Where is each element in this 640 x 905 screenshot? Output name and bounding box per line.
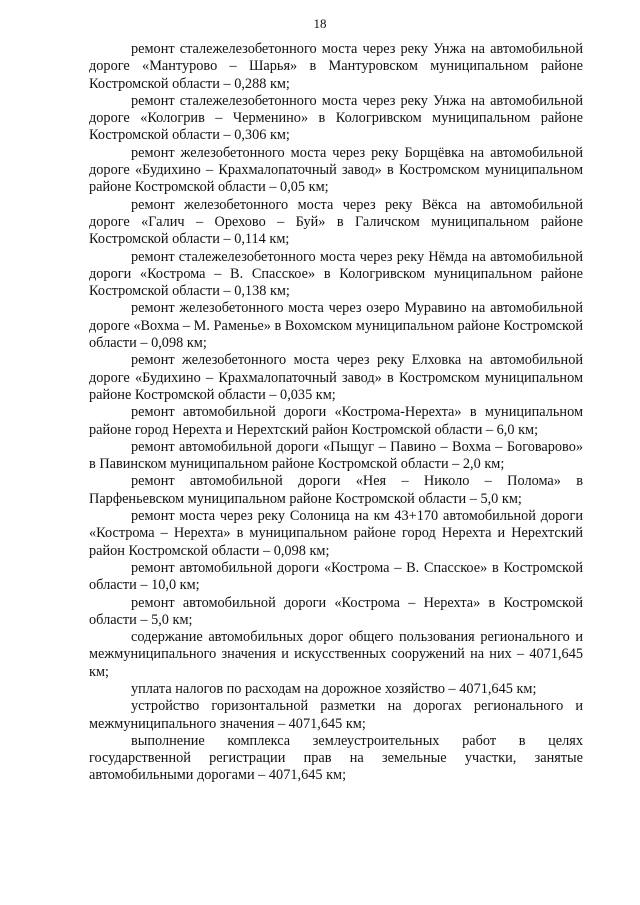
paragraph-4: ремонт железобетонного моста через реку Вёкса на автомобильной дороге «Галич – Орехово – Буй» в Галичском муниципальном районе Костромской области – 0,114 км; bbox=[89, 196, 583, 248]
paragraph-5: ремонт сталежелезобетонного моста через реку Нёмда на автомобильной дороги «Кострома – В. Спасское» в Кологривском муниципальном районе Костромской области – 0,138 км; bbox=[89, 248, 583, 300]
paragraph-7: ремонт железобетонного моста через реку Елховка на автомобильной дороге «Будихино – Крахмалопаточный завод» в Костромском муниципальном районе Костромской области – 0,035 км; bbox=[89, 352, 583, 403]
paragraph-2: ремонт сталежелезобетонного моста через реку Унжа на автомобильной дороге «Кологрив – Черменино» в Кологривском муниципальном районе Костромской области – 0,306 км; bbox=[89, 92, 583, 144]
paragraph-10: ремонт автомобильной дороги «Нея – Николо – Полома» в Парфеньевском муниципальном районе Костромской области – 5,0 км; bbox=[89, 473, 583, 507]
paragraph-3: ремонт железобетонного моста через реку Борщёвка на автомобильной дороге «Будихино – Крахмалопаточный завод» в Костромском муниципальном районе Костромской области – 0,05 км; bbox=[89, 144, 583, 196]
paragraph-9: ремонт автомобильной дороги «Пыщуг – Павино – Вохма – Боговарово» в Павинском муниципальном районе Костромской области – 2,0 км; bbox=[89, 438, 583, 473]
paragraph-1: ремонт сталежелезобетонного моста через реку Унжа на автомобильной дороге «Мантурово – Шарья» в Мантуровском муниципальном районе Костромской области – 0,288 км; bbox=[89, 41, 583, 92]
paragraph-15: уплата налогов по расходам на дорожное хозяйство – 4071,645 км; bbox=[131, 680, 537, 697]
paragraph-16: устройство горизонтальной разметки на дорогах регионального и межмуниципального значения – 4071,645 км; bbox=[89, 698, 583, 732]
document-body bbox=[89, 41, 583, 785]
paragraph-11: ремонт моста через реку Солоница на км 43+170 автомобильной дороги «Кострома – Нерехта» в муниципальном районе город Нерехта и Нерехтский район Костромской области – 0,098 км; bbox=[89, 508, 583, 559]
paragraph-8: ремонт автомобильной дороги «Кострома-Нерехта» в муниципальном районе город Нерехта и Нерехтский район Костромской области – 6,0 км; bbox=[89, 404, 583, 438]
page-number: 18 bbox=[313, 16, 327, 31]
paragraph-14: содержание автомобильных дорог общего пользования регионального и межмуниципального значения и искусственных сооружений на них – 4071,645 км; bbox=[89, 629, 583, 680]
paragraph-6: ремонт железобетонного моста через озеро Муравино на автомобильной дороге «Вохма – М. Раменье» в Вохомском муниципальном районе Костромской области – 0,098 км; bbox=[89, 300, 583, 352]
paragraph-17: выполнение комплекса землеустроительных работ в целях государственной регистрации прав на земельные участки, занятые автомобильными дорогами – 4071,645 км; bbox=[89, 732, 583, 784]
paragraph-13: ремонт автомобильной дороги «Кострома – Нерехта» в Костромской области – 5,0 км; bbox=[89, 594, 583, 628]
paragraph-12: ремонт автомобильной дороги «Кострома – В. Спасское» в Костромской области – 10,0 км; bbox=[89, 559, 583, 594]
